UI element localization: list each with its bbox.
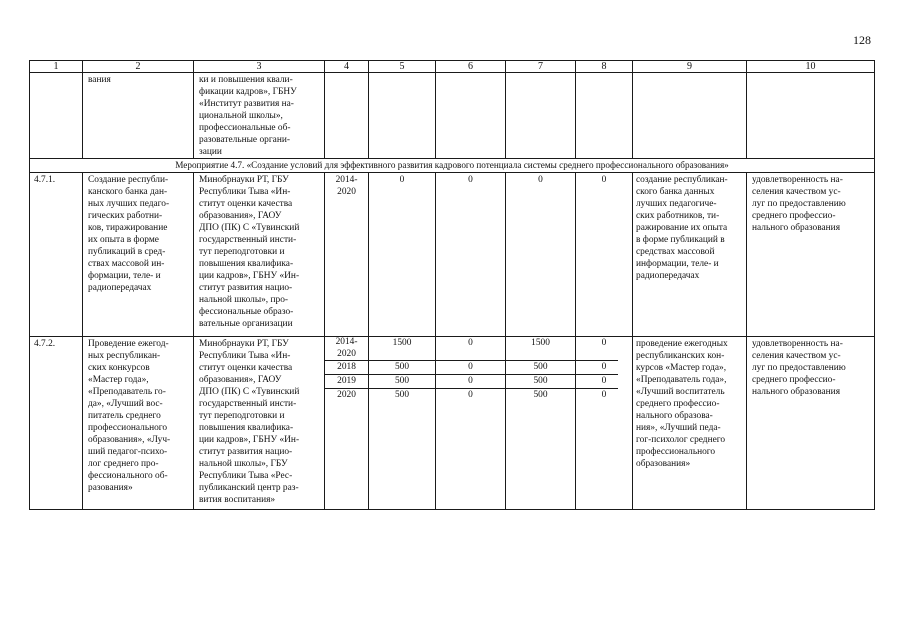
row1-result-line: ских работников, ти- (636, 211, 720, 221)
row2-result-line: профессионального (636, 447, 716, 457)
row2-result-line: проведение ежегодных (636, 339, 728, 349)
row2-year-col5: 500 (394, 362, 410, 372)
row1-col6: 0 (468, 175, 473, 185)
header-col-9: 9 (687, 61, 692, 72)
row2-exec-line: тут переподготовки и (199, 411, 285, 421)
row2-name-line: фессионального об- (88, 471, 168, 481)
row1-name-line: ных лучших педаго- (88, 199, 170, 209)
row2-result-line: среднего профессио- (636, 399, 720, 409)
row2-name-line: да», «Лучший вос- (88, 399, 163, 409)
row1-exec-line: тут переподготовки и (199, 247, 285, 257)
row1-result-line: информации, теле- и (636, 259, 719, 269)
row2-exec-line: ции кадров», ГБНУ «Ин- (199, 435, 300, 445)
row1-exec-line: Минобрнауки РТ, ГБУ (199, 175, 289, 185)
row1-exec-line: фессиональные образо- (199, 307, 294, 317)
row2-exec-line: ститут развития нацио- (199, 447, 293, 457)
row2-year-col8: 0 (601, 376, 607, 386)
row2-exec-line: государственный инсти- (199, 399, 297, 409)
cont-col3-line: профессиональные об- (199, 123, 291, 133)
row1-exec-line: Республики Тыва «Ин- (199, 187, 291, 197)
row2-year-col5: 500 (394, 376, 410, 386)
row1-indicator-line: нального образования (752, 223, 841, 233)
row2-result-line: образования» (636, 459, 691, 469)
header-col-5: 5 (399, 61, 405, 72)
row2-name-line: питатель среднего (88, 411, 161, 421)
row1-col5: 0 (399, 175, 405, 185)
row1-name-line: формации, теле- и (88, 271, 161, 281)
row2-indicator-line: среднего профессио- (752, 375, 836, 385)
cont-col3-line: «Институт развития на- (199, 99, 294, 109)
header-col-8: 8 (601, 61, 607, 72)
row2-result-line: нального образова- (636, 411, 713, 421)
section-title: Мероприятие 4.7. «Создание условий для эффективного развития кадрового потенциала системы среднего профессионального образования» (175, 160, 729, 170)
row1-exec-line: ститут оценки качества (199, 199, 293, 209)
row2-number: 4.7.2. (34, 339, 56, 349)
row2-exec-line: Республики Тыва «Ин- (199, 351, 291, 361)
header-col-2: 2 (135, 61, 141, 72)
row1-period-start: 2014- (335, 175, 358, 185)
row2-exec-line: Минобрнауки РТ, ГБУ (199, 339, 289, 349)
row1-indicator-line: удовлетворенность на- (752, 175, 843, 185)
row1-exec-line: ДПО (ПК) С «Тувинский (199, 223, 300, 233)
row2-exec-line: повышения квалифика- (199, 423, 294, 433)
row1-exec-line: вательные организации (199, 319, 293, 329)
row2-name-line: лог среднего про- (88, 459, 159, 469)
row2-year-col7: 500 (533, 362, 548, 372)
header-col-10: 10 (805, 61, 816, 72)
row1-exec-line: нальной школы», про- (199, 295, 289, 305)
row2-year-col6: 0 (468, 338, 473, 348)
row2-exec-line: нальной школы», ГБУ (199, 459, 288, 469)
row2-year-col8: 0 (601, 362, 607, 372)
row2-name-line: ных республикан- (88, 351, 161, 361)
row2-result-line: ния», «Лучший педа- (636, 423, 721, 433)
row2-year-col6: 0 (468, 362, 473, 372)
row2-year-col5: 500 (394, 390, 410, 400)
row2-name-line: разования» (88, 483, 133, 493)
row1-name-line: гических работни- (88, 211, 163, 221)
row1-name-line: канского банка дан- (88, 187, 168, 197)
row2-indicator-line: удовлетворенность на- (752, 339, 843, 349)
row2-exec-line: ДПО (ПК) С «Тувинский (199, 387, 300, 397)
row2-name-line: ший педагог-психо- (88, 447, 168, 457)
header-col-4: 4 (344, 61, 349, 72)
row1-indicator-line: луг по предоставлению (752, 199, 846, 209)
row2-indicator-line: нального образования (752, 387, 841, 397)
row1-result-line: средствах массовой (636, 247, 715, 257)
row1-number: 4.7.1. (34, 175, 56, 185)
row1-name-line: публикаций в сред- (88, 247, 166, 257)
cont-col3-line: ки и повышения квали- (199, 75, 293, 85)
row2-result-line: курсов «Мастер года», (636, 363, 727, 373)
row2-name-line: профессионального (88, 423, 168, 433)
row2-result-line: гог-психолог среднего (636, 435, 726, 445)
header-col-1: 1 (53, 61, 59, 72)
row2-indicator-line: селения качеством ус- (752, 351, 841, 361)
row2-result-line: «Преподаватель года», (636, 375, 727, 385)
row2-year-col8: 0 (601, 390, 607, 400)
row1-result-line: в форме публикаций в (636, 235, 725, 245)
row1-name-line: ствах массовой ин- (88, 259, 165, 269)
row2-exec-line: Республики Тыва «Рес- (199, 471, 293, 481)
row2-name-line: образования», «Луч- (88, 435, 171, 445)
row1-name-line: ков, тиражирование (88, 223, 168, 233)
row2-exec-line: образования», ГАОУ (199, 375, 282, 385)
row2-year-col8: 0 (601, 338, 607, 348)
row1-period-end: 2020 (337, 187, 356, 197)
row1-result-line: ражирование их опыта (636, 223, 728, 233)
row2-year-period: 2018 (337, 362, 356, 372)
header-col-7: 7 (538, 61, 543, 72)
row1-name-line: их опыта в форме (88, 235, 159, 245)
row2-indicator-line: луг по предоставлению (752, 363, 846, 373)
row2-name-line: «Мастер года», (88, 375, 149, 385)
header-col-6: 6 (468, 61, 473, 72)
row1-result-line: ского банка данных (636, 187, 715, 197)
row2-name-line: Проведение ежегод- (88, 339, 169, 349)
row1-result-line: лучших педагогиче- (636, 199, 717, 209)
header-col-3: 3 (256, 61, 262, 72)
row2-exec-line: ститут оценки качества (199, 363, 293, 373)
row1-indicator-line: селения качеством ус- (752, 187, 841, 197)
row1-exec-line: образования», ГАОУ (199, 211, 282, 221)
row1-result-line: создание республикан- (636, 175, 728, 185)
row2-year-col7: 500 (533, 376, 548, 386)
row1-col8: 0 (601, 175, 607, 185)
row1-exec-line: ститут развития нацио- (199, 283, 293, 293)
cont-col3-line: циональной школы», (199, 111, 283, 121)
row2-result-line: республиканских кон- (636, 351, 725, 361)
row2-result-line: «Лучший воспитатель (636, 387, 725, 397)
row2-year-col6: 0 (468, 376, 473, 386)
row2-year-period: 2020 (337, 390, 356, 400)
cont-col3-line: зации (199, 147, 222, 157)
row2-exec-line: публиканский центр раз- (199, 483, 299, 493)
row2-name-line: ских конкурсов (88, 363, 150, 373)
row1-exec-line: ции кадров», ГБНУ «Ин- (199, 271, 300, 281)
row1-name-line: радиопередачах (88, 283, 152, 293)
row1-exec-line: государственный инсти- (199, 235, 297, 245)
cont-col2: вания (88, 75, 111, 85)
cont-col3-line: фикации кадров», ГБНУ (199, 87, 297, 97)
row2-year-col5: 1500 (392, 338, 412, 348)
row1-exec-line: повышения квалифика- (199, 259, 294, 269)
row1-name-line: Создание республи- (88, 175, 169, 185)
page-number: 128 (853, 33, 871, 47)
row2-year-col7: 1500 (531, 338, 550, 348)
row1-result-line: радиопередачах (636, 271, 700, 281)
row2-name-line: «Преподаватель го- (88, 387, 166, 397)
row2-exec-line: вития воспитания» (199, 495, 276, 505)
row1-indicator-line: среднего профессио- (752, 211, 836, 221)
row2-year-period: 2014- 2020 (335, 337, 358, 359)
row2-year-col7: 500 (533, 390, 548, 400)
cont-col3-line: разовательные органи- (199, 135, 290, 145)
row2-year-period: 2019 (337, 376, 356, 386)
row2-year-col6: 0 (468, 390, 473, 400)
row1-col7: 0 (538, 175, 543, 185)
